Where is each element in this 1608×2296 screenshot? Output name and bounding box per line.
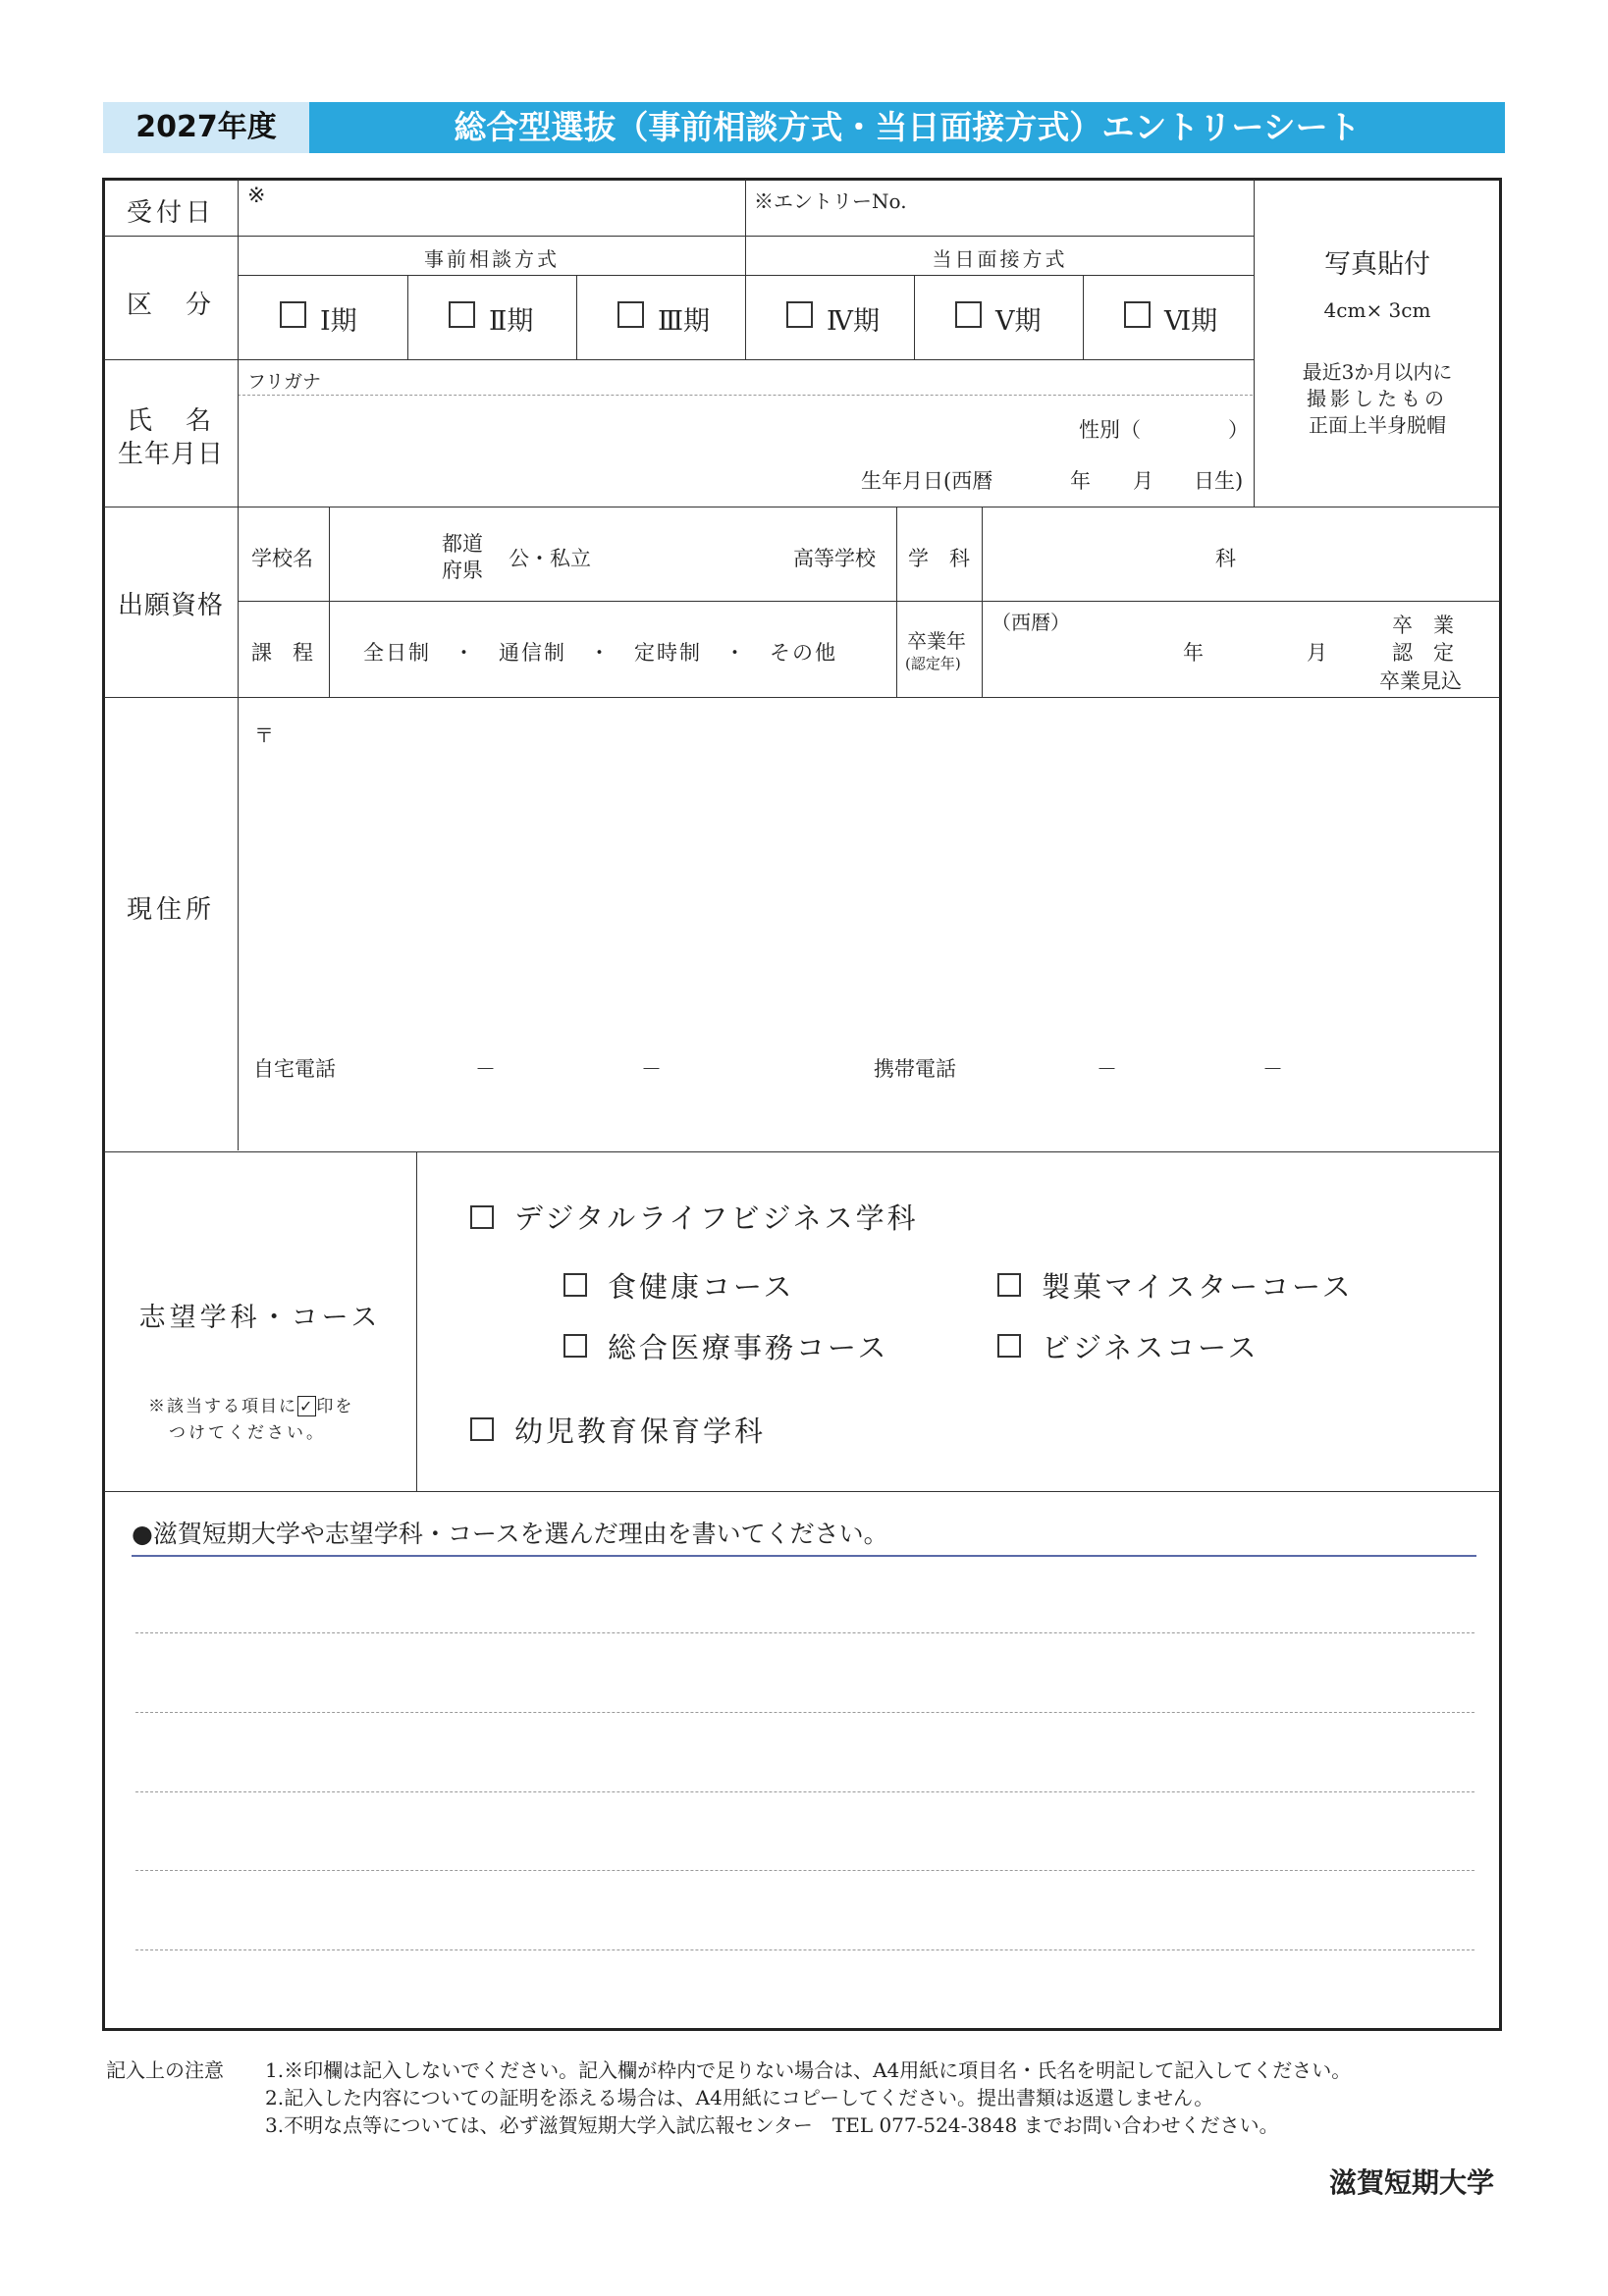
period-5-checkbox[interactable] [955, 301, 982, 328]
dept-early-childhood-checkbox[interactable] [470, 1417, 494, 1441]
reception-label: 受付日 [126, 198, 215, 228]
category-label: 区 分 [126, 291, 215, 320]
postal-mark: 〒 [254, 723, 274, 747]
birth-day: 日生) [1194, 469, 1244, 493]
furigana-label: フリガナ [247, 371, 322, 393]
qualification-label: 出願資格 [117, 591, 224, 620]
period-4-checkbox[interactable] [786, 301, 813, 328]
furigana-dashed-line [238, 395, 1253, 396]
dept-digital-life-checkbox[interactable] [470, 1205, 494, 1229]
period-1-label: Ⅰ期 [320, 306, 357, 337]
label-column-line [238, 180, 239, 1150]
row-line [238, 275, 1255, 276]
university-name: 滋賀短期大学 [1329, 2166, 1495, 2199]
period-3-checkbox[interactable] [617, 301, 644, 328]
status-expected: 卒業見込 [1379, 669, 1462, 693]
department-suffix: 科 [1215, 547, 1236, 570]
header-year: 2027年度 [103, 102, 309, 153]
period-1-checkbox[interactable] [280, 301, 306, 328]
period-divider [576, 276, 577, 360]
course-business-checkbox[interactable] [997, 1334, 1021, 1358]
group-same-day: 当日面接方式 [932, 247, 1068, 271]
home-phone-label: 自宅電話 [253, 1057, 336, 1081]
dept-digital-life-label: デジタルライフビジネス学科 [514, 1201, 919, 1235]
course-options: 全日制 ・ 通信制 ・ 定時制 ・ その他 [363, 641, 837, 665]
western-era-label: （西暦） [992, 611, 1070, 634]
dept-early-childhood-label: 幼児教育保育学科 [514, 1415, 767, 1448]
prefecture-label-2: 府県 [442, 559, 483, 582]
reason-underline [132, 1555, 1476, 1557]
desired-course-label: 志望学科・コース [138, 1303, 382, 1333]
prefecture-label-1: 都道 [442, 532, 483, 556]
period-6-label: Ⅵ期 [1164, 306, 1218, 337]
row-line [238, 601, 1500, 602]
birthdate-label: 生年月日 [117, 440, 224, 469]
reason-writing-line[interactable] [135, 1870, 1474, 1871]
period-2-label: Ⅱ期 [489, 306, 534, 337]
photo-title: 写真貼付 [1324, 249, 1430, 280]
period-divider [914, 276, 915, 360]
photo-note-3: 正面上半身脱帽 [1309, 413, 1446, 437]
photo-size: 4cm× 3cm [1323, 298, 1431, 322]
public-private-label: 公・私立 [509, 547, 591, 570]
photo-column-line [1254, 180, 1255, 507]
birth-month: 月 [1133, 469, 1153, 493]
address-label: 現住所 [126, 895, 215, 925]
course-food-health-checkbox[interactable] [563, 1273, 587, 1297]
row-line [104, 697, 1500, 698]
grad-year-unit: 年 [1183, 641, 1204, 665]
mobile-phone-dash-1: － [1097, 1057, 1117, 1081]
home-phone-dash-1: － [475, 1057, 496, 1081]
mobile-phone-label: 携帯電話 [874, 1057, 956, 1081]
course-label: 課 程 [251, 641, 313, 665]
department-label: 学 科 [908, 547, 970, 570]
period-3-label: Ⅲ期 [658, 306, 711, 337]
period-2-checkbox[interactable] [449, 301, 475, 328]
reception-mark: ※ [247, 184, 266, 208]
school-name-label: 学校名 [251, 547, 313, 570]
row-line [104, 1491, 1500, 1492]
period-divider [1083, 276, 1084, 360]
course-confectionery-label: 製菓マイスターコース [1042, 1270, 1354, 1304]
photo-note-1: 最近3か月以内に [1302, 360, 1453, 384]
period-4-label: Ⅳ期 [827, 306, 880, 337]
birth-prefix: 生年月日(西暦 [861, 469, 993, 493]
qual-divider [982, 507, 983, 698]
row-line [104, 236, 1255, 237]
period-divider [407, 276, 408, 360]
header-title: 総合型選抜（事前相談方式・当日面接方式）エントリーシート [309, 102, 1505, 153]
qual-divider [896, 507, 897, 698]
course-food-health-label: 食健康コース [608, 1270, 795, 1304]
course-medical-office-label: 総合医療事務コース [608, 1331, 889, 1364]
high-school-label: 高等学校 [793, 547, 876, 570]
note-3: 3.不明な点等については、必ず滋賀短期大学入試広報センター TEL 077-524-3848 までお問い合わせください。 [265, 2113, 1279, 2137]
course-confectionery-checkbox[interactable] [997, 1273, 1021, 1297]
name-label: 氏 名 [126, 406, 215, 436]
course-business-label: ビジネスコース [1042, 1331, 1260, 1364]
home-phone-dash-2: － [641, 1057, 662, 1081]
note-1: 1.※印欄は記入しないでください。記入欄が枠内で足りない場合は、A4用紙に項目名・氏名を明記して記入してください。 [265, 2058, 1352, 2082]
reason-writing-line[interactable] [135, 1632, 1474, 1633]
status-certified: 認 定 [1392, 641, 1454, 665]
notes-label: 記入上の注意 [106, 2058, 224, 2082]
entry-number-label: ※エントリーNo. [754, 189, 907, 213]
checkmark-icon: ✓ [299, 1397, 315, 1415]
period-6-checkbox[interactable] [1124, 301, 1151, 328]
group-prior-consult: 事前相談方式 [424, 247, 560, 271]
gender-label-open: 性別（ [1079, 418, 1141, 442]
reason-prompt: ●滋賀短期大学や志望学科・コースを選んだ理由を書いてください。 [132, 1520, 888, 1548]
note-2: 2.記入した内容についての証明を添える場合は、A4用紙にコピーしてください。提出書類は返還しません。 [265, 2086, 1214, 2109]
photo-note-2: 撮影したもの [1307, 387, 1448, 410]
grad-year-label: 卒業年 [907, 629, 966, 653]
qual-divider [329, 507, 330, 698]
status-graduated: 卒 業 [1392, 614, 1454, 637]
period-5-label: Ⅴ期 [995, 306, 1042, 337]
entry-form-frame [102, 178, 1502, 2031]
cert-year-label: (認定年) [905, 655, 961, 672]
reason-writing-line[interactable] [135, 1791, 1474, 1792]
desired-note-1: ※該当する項目に ✓ 印を [148, 1397, 354, 1416]
mobile-phone-dash-2: － [1262, 1057, 1283, 1081]
gender-label-close: ） [1228, 418, 1249, 442]
desired-note-2: つけてください。 [169, 1423, 326, 1443]
grad-month-unit: 月 [1307, 641, 1327, 665]
reason-writing-line[interactable] [135, 1949, 1474, 1950]
course-medical-office-checkbox[interactable] [563, 1334, 587, 1358]
reason-writing-line[interactable] [135, 1712, 1474, 1713]
birth-year: 年 [1070, 469, 1091, 493]
row-line [104, 1151, 1500, 1152]
desired-divider [416, 1152, 417, 1492]
